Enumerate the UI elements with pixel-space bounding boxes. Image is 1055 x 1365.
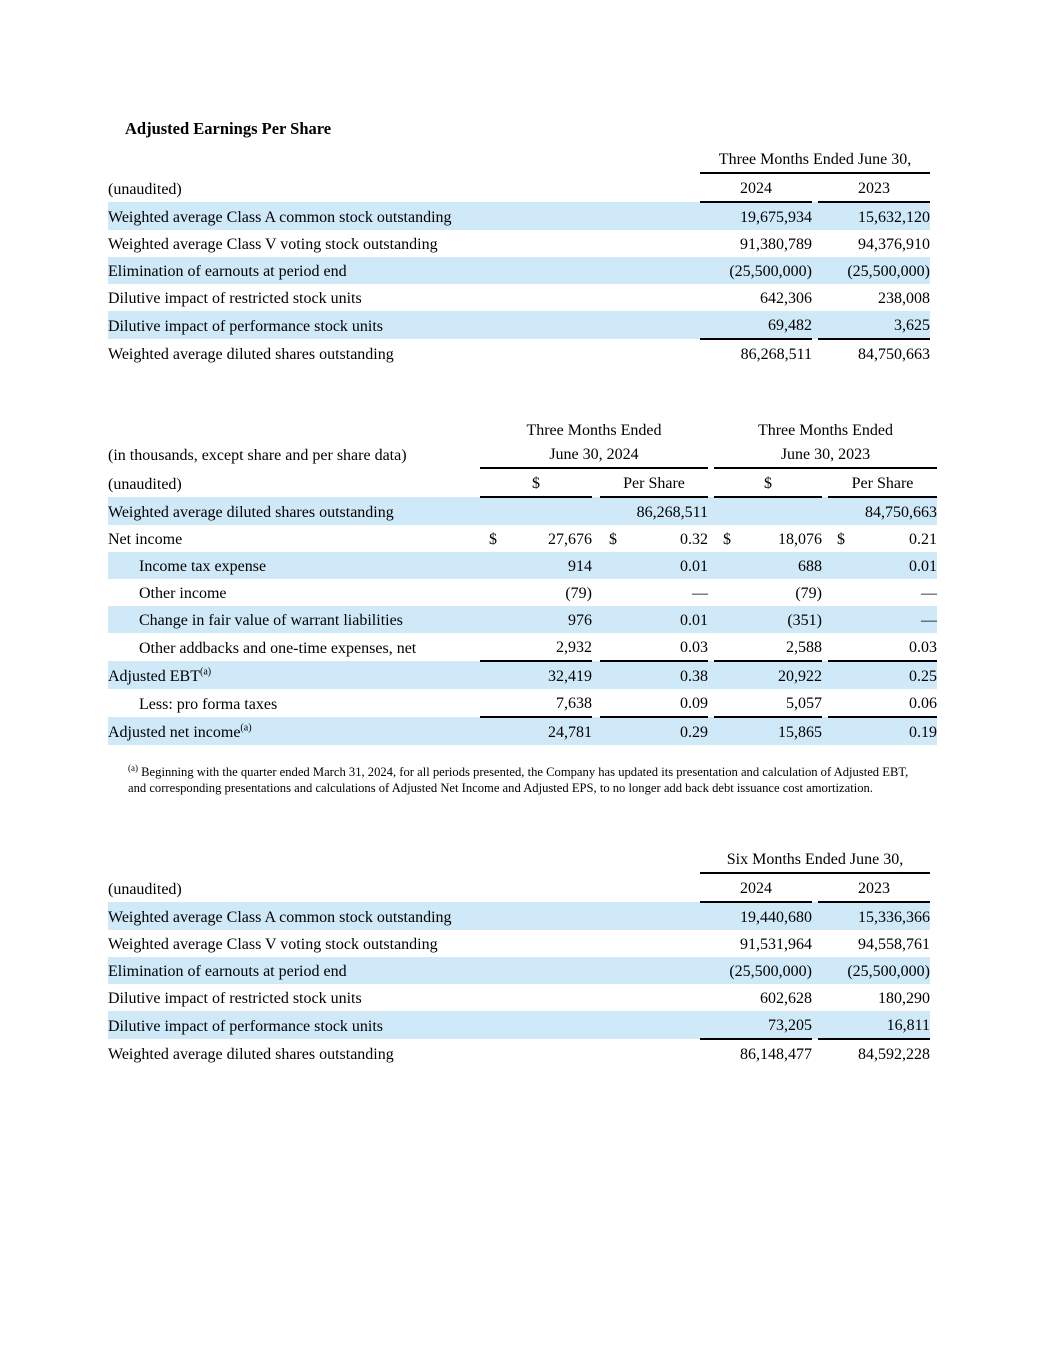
value-cell: 84,592,228 (858, 1046, 930, 1063)
currency-symbol: $ (723, 531, 731, 548)
value-cell: 15,632,120 (818, 202, 930, 230)
value-cell: 16,811 (818, 1011, 930, 1039)
column-gap (592, 689, 600, 717)
row-label: Weighted average diluted shares outstanding (108, 1046, 394, 1063)
row-label (108, 418, 480, 443)
table-row (108, 606, 937, 633)
currency-value (714, 528, 822, 552)
row-label: Adjusted EBT$^{(a)}$ (108, 661, 480, 689)
table-row (108, 633, 937, 661)
value-cell: 94,558,761 (858, 936, 930, 953)
value-cell: 0.01 (600, 552, 708, 579)
currency-value (480, 528, 592, 552)
page-title: Adjusted Earnings Per Share (125, 119, 332, 138)
footnote (128, 764, 914, 797)
column-header-2024: 2024 (700, 873, 812, 902)
table-header-row (108, 418, 937, 443)
value-cell: (25,500,000) (700, 957, 812, 984)
row-label: Weighted average diluted shares outstanding (108, 346, 394, 363)
row-label: Adjusted net income$^{(a)}$ (108, 717, 480, 745)
row-label: Dilutive impact of performance stock units (108, 1011, 700, 1039)
value-cell: 642,306 (760, 290, 812, 307)
footnote-text: Beginning with the quarter ended March 31, 2024, for all periods presented, the Company has updated its presentation and calculation of Adjusted EBT, and corresponding presentations and calculations of Adjusted Net Income and Adjusted EPS, to no longer add back debt issuance cost amortization. (128, 765, 909, 796)
value-cell: 94,376,910 (858, 236, 930, 253)
column-gap (592, 717, 600, 745)
table-row (108, 689, 937, 717)
value-cell: 19,675,934 (700, 202, 812, 230)
table-row (108, 579, 937, 606)
table-row (108, 661, 937, 689)
table-row (108, 1011, 930, 1039)
column-gap (592, 525, 600, 552)
value-cell (600, 525, 708, 552)
value-cell: (25,500,000) (818, 257, 930, 284)
value-cell (714, 497, 822, 525)
row-label: (unaudited) (108, 181, 182, 198)
value-cell: 238,008 (878, 290, 930, 307)
value-cell: 602,628 (760, 990, 812, 1007)
table-row (108, 257, 930, 284)
row-label: (unaudited) (108, 881, 182, 898)
footnote-marker: (a) (128, 762, 138, 773)
table-header-row (108, 146, 930, 173)
column-gap (592, 468, 600, 497)
table-row (108, 497, 937, 525)
table-row (108, 230, 930, 257)
currency-symbol: $ (489, 531, 497, 548)
row-label: Other income (139, 585, 227, 602)
row-label: Weighted average Class A common stock outstanding (108, 202, 700, 230)
value-text: 0.21 (909, 531, 937, 548)
value-cell: — (692, 585, 708, 602)
three-months-shares-table (108, 146, 930, 367)
currency-symbol: $ (609, 531, 617, 548)
group-header: Three Months Ended (757, 422, 894, 439)
table-header-row (108, 443, 937, 468)
column-header-per-share: Per Share (600, 468, 708, 497)
table-row (108, 552, 937, 579)
value-cell: 24,781 (480, 717, 592, 745)
column-gap (592, 497, 600, 525)
value-cell: 0.09 (600, 689, 708, 717)
value-cell: 91,531,964 (740, 936, 812, 953)
value-text: 18,076 (778, 531, 822, 548)
value-text: 0.32 (680, 531, 708, 548)
column-gap (592, 606, 600, 633)
table-row (108, 284, 930, 311)
footnote-ref: (a) (240, 722, 252, 734)
currency-value (600, 528, 708, 552)
column-gap (592, 661, 600, 689)
table-row (108, 1039, 930, 1067)
value-cell: 2,588 (714, 633, 822, 661)
column-header-2023: 2023 (818, 173, 930, 202)
row-label: Income tax expense (108, 552, 480, 579)
value-cell: 32,419 (480, 661, 592, 689)
value-cell: (25,500,000) (818, 957, 930, 984)
row-label: Dilutive impact of performance stock units (108, 311, 700, 339)
row-label: Elimination of earnouts at period end (108, 257, 700, 284)
value-cell: 20,922 (714, 661, 822, 689)
value-cell: 7,638 (480, 689, 592, 717)
value-cell: 91,380,789 (740, 236, 812, 253)
value-cell: 688 (714, 552, 822, 579)
value-cell: 2,932 (480, 633, 592, 661)
column-header-dollar: $ (714, 468, 822, 497)
value-cell: 0.25 (828, 661, 937, 689)
row-label: Other addbacks and one-time expenses, net (139, 640, 417, 657)
period-header: Six Months Ended June 30, (700, 846, 930, 873)
period-header: June 30, 2023 (714, 443, 937, 468)
row-label: (unaudited) (108, 476, 182, 493)
row-label (108, 146, 700, 173)
value-cell: 84,750,663 (828, 497, 937, 525)
table-row (108, 930, 930, 957)
value-cell: (79) (795, 585, 822, 602)
value-text: 27,676 (548, 531, 592, 548)
value-cell: 84,750,663 (858, 346, 930, 363)
row-label: Net income (108, 531, 183, 548)
table-row (108, 311, 930, 339)
row-label: Weighted average Class V voting stock outstanding (108, 236, 438, 253)
value-cell: 0.03 (600, 633, 708, 661)
row-label: Weighted average Class A common stock outstanding (108, 902, 700, 930)
value-cell: 976 (480, 606, 592, 633)
value-cell: (351) (714, 606, 822, 633)
value-cell: 73,205 (700, 1011, 812, 1039)
value-cell: 0.01 (600, 606, 708, 633)
six-months-shares-table (108, 846, 930, 1067)
row-label: Change in fair value of warrant liabilities (108, 606, 480, 633)
value-cell: 0.01 (828, 552, 937, 579)
value-cell: 86,268,511 (600, 497, 708, 525)
value-cell: 19,440,680 (700, 902, 812, 930)
period-header: Three Months Ended June 30, (700, 146, 930, 173)
table-row (108, 525, 937, 552)
table-row (108, 957, 930, 984)
value-cell: 15,336,366 (818, 902, 930, 930)
value-cell: — (921, 585, 937, 602)
footnote-ref: (a) (200, 666, 212, 678)
column-gap (592, 552, 600, 579)
row-label: Less: pro forma taxes (139, 696, 278, 713)
column-header-per-share: Per Share (828, 468, 937, 497)
value-cell: 0.38 (600, 661, 708, 689)
table-row (108, 339, 930, 367)
value-cell: 0.29 (600, 717, 708, 745)
table-header-row (108, 173, 930, 202)
value-cell: 3,625 (818, 311, 930, 339)
row-label: Dilutive impact of restricted stock units (108, 990, 362, 1007)
table-row (108, 717, 937, 745)
value-cell: (25,500,000) (700, 257, 812, 284)
column-header-2023: 2023 (818, 873, 930, 902)
value-cell: — (828, 606, 937, 633)
value-cell: 0.06 (828, 689, 937, 717)
table-header-row (108, 846, 930, 873)
table-row (108, 902, 930, 930)
row-label: Weighted average Class V voting stock outstanding (108, 936, 438, 953)
value-cell (828, 525, 937, 552)
value-cell: 914 (480, 552, 592, 579)
value-cell: 15,865 (714, 717, 822, 745)
period-header: June 30, 2024 (480, 443, 708, 468)
table-header-row (108, 468, 937, 497)
currency-value (828, 528, 937, 552)
value-cell: 180,290 (878, 990, 930, 1007)
value-cell: 5,057 (714, 689, 822, 717)
value-cell: 86,148,477 (740, 1046, 812, 1063)
value-cell: 86,268,511 (740, 346, 812, 363)
row-label (108, 846, 700, 873)
table-row (108, 202, 930, 230)
value-cell: 69,482 (700, 311, 812, 339)
value-cell (714, 525, 822, 552)
value-cell (480, 525, 592, 552)
table-header-row (108, 873, 930, 902)
column-header-dollar: $ (480, 468, 592, 497)
value-cell: 0.03 (828, 633, 937, 661)
row-label: Weighted average diluted shares outstanding (108, 497, 480, 525)
value-cell: 0.19 (828, 717, 937, 745)
currency-symbol: $ (837, 531, 845, 548)
value-cell: (79) (565, 585, 592, 602)
row-label: (in thousands, except share and per share data) (108, 447, 407, 464)
column-gap (592, 579, 600, 606)
row-label: Dilutive impact of restricted stock units (108, 290, 362, 307)
adjusted-eps-detail-table (108, 418, 937, 745)
column-header-2024: 2024 (700, 173, 812, 202)
column-gap (592, 633, 600, 661)
group-header: Three Months Ended (526, 422, 662, 439)
row-label: Elimination of earnouts at period end (108, 957, 700, 984)
table-row (108, 984, 930, 1011)
value-cell (480, 497, 592, 525)
